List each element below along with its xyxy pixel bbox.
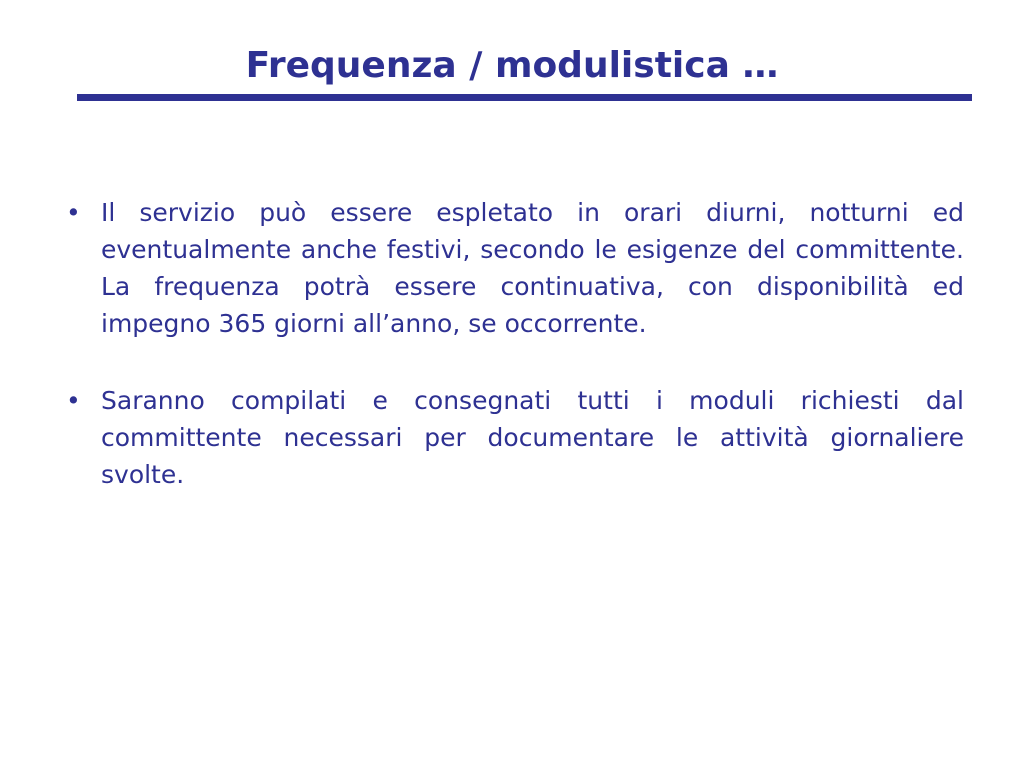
bullet-icon	[66, 194, 86, 231]
bullet-text: Il servizio può essere espletato in orari diurni, notturni ed eventualmente anche festivi, secondo le esigenze del committente. La frequenza potrà essere continuativa, con disponibilità ed impegno 365 giorni all’anno, se occorrente.	[101, 198, 964, 338]
bullet-item	[60, 194, 964, 342]
bullet-item	[60, 382, 964, 493]
bullet-list	[60, 194, 964, 533]
title-underline	[77, 94, 972, 101]
bullet-text: Saranno compilati e consegnati tutti i moduli richiesti dal committente necessari per documentare le attività giornaliere svolte.	[101, 386, 964, 489]
bullet-icon	[66, 382, 86, 419]
slide-title: Frequenza / modulistica …	[245, 45, 779, 86]
